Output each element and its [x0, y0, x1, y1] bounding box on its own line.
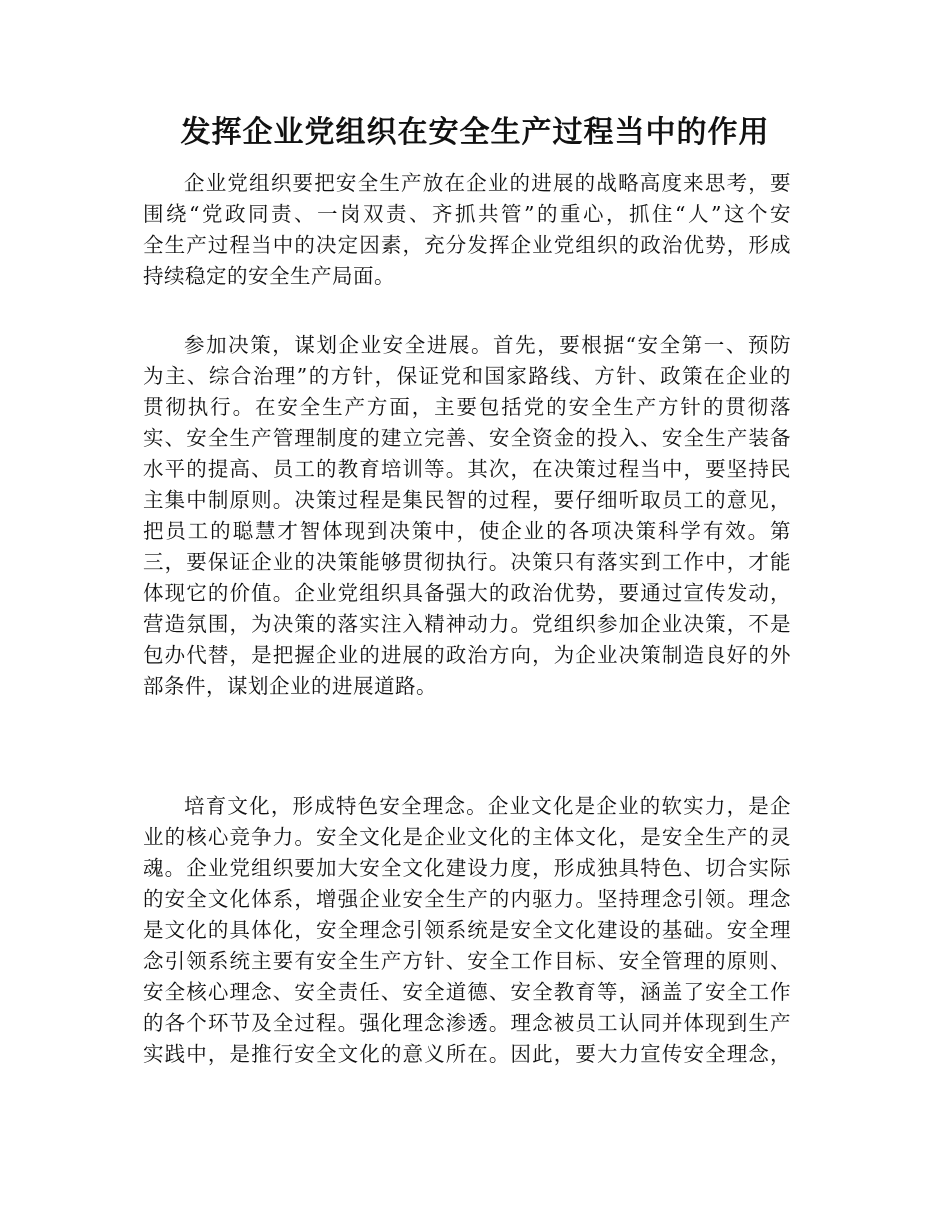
paragraph-2: [143, 330, 791, 702]
paragraph-line: 贯彻执行。在安全生产方面，主要包括党的安全生产方针的贯彻落: [143, 395, 791, 419]
document-title: 发挥企业党组织在安全生产过程当中的作用: [180, 115, 770, 150]
paragraph-line: 是文化的具体化，安全理念引领系统是安全文化建设的基础。安全理: [143, 918, 791, 942]
paragraph-line: 安全核心理念、安全责任、安全道德、安全教育等，涵盖了安全工作: [143, 980, 791, 1004]
paragraph-line: 围绕“党政同责、一岗双责、齐抓共管”的重心，抓住“人”这个安: [143, 202, 791, 226]
paragraph-line: 培育文化，形成特色安全理念。企业文化是企业的软实力，是企: [184, 794, 791, 818]
paragraph-1: [143, 168, 791, 292]
paragraph-line: 为主、综合治理”的方针，保证党和国家路线、方针、政策在企业的: [143, 364, 791, 388]
paragraph-line: 实践中，是推行安全文化的意义所在。因此，要大力宣传安全理念，: [143, 1042, 791, 1066]
paragraph-line: 体现它的价值。企业党组织具备强大的政治优势，要通过宣传发动，: [143, 581, 791, 605]
paragraph-line: 全生产过程当中的决定因素，充分发挥企业党组织的政治优势，形成: [143, 233, 791, 257]
paragraph-line: 水平的提高、员工的教育培训等。其次，在决策过程当中，要坚持民: [143, 457, 791, 481]
paragraph-line: 把员工的聪慧才智体现到决策中，使企业的各项决策科学有效。第: [143, 519, 791, 543]
paragraph-line: 实、安全生产管理制度的建立完善、安全资金的投入、安全生产装备: [143, 426, 791, 450]
paragraph-line: 包办代替，是把握企业的进展的政治方向，为企业决策制造良好的外: [143, 643, 791, 667]
paragraph-line: 持续稳定的安全生产局面。: [143, 264, 395, 288]
paragraph-line: 三，要保证企业的决策能够贯彻执行。决策只有落实到工作中，才能: [143, 550, 791, 574]
paragraph-line: 营造氛围，为决策的落实注入精神动力。党组织参加企业决策，不是: [143, 612, 791, 636]
paragraph-line: 业的核心竞争力。安全文化是企业文化的主体文化，是安全生产的灵: [143, 825, 791, 849]
paragraph-3: [143, 791, 791, 1070]
paragraph-line: 念引领系统主要有安全生产方针、安全工作目标、安全管理的原则、: [143, 949, 791, 973]
paragraph-line: 部条件，谋划企业的进展道路。: [143, 674, 437, 698]
paragraph-line: 魂。企业党组织要加大安全文化建设力度，形成独具特色、切合实际: [143, 856, 791, 880]
paragraph-line: 的安全文化体系，增强企业安全生产的内驱力。坚持理念引领。理念: [143, 887, 791, 911]
paragraph-line: 企业党组织要把安全生产放在企业的进展的战略高度来思考，要: [184, 171, 791, 195]
paragraph-line: 的各个环节及全过程。强化理念渗透。理念被员工认同并体现到生产: [143, 1011, 791, 1035]
paragraph-line: 主集中制原则。决策过程是集民智的过程，要仔细听取员工的意见，: [143, 488, 791, 512]
paragraph-line: 参加决策，谋划企业安全进展。首先，要根据“安全第一、预防: [184, 333, 791, 357]
